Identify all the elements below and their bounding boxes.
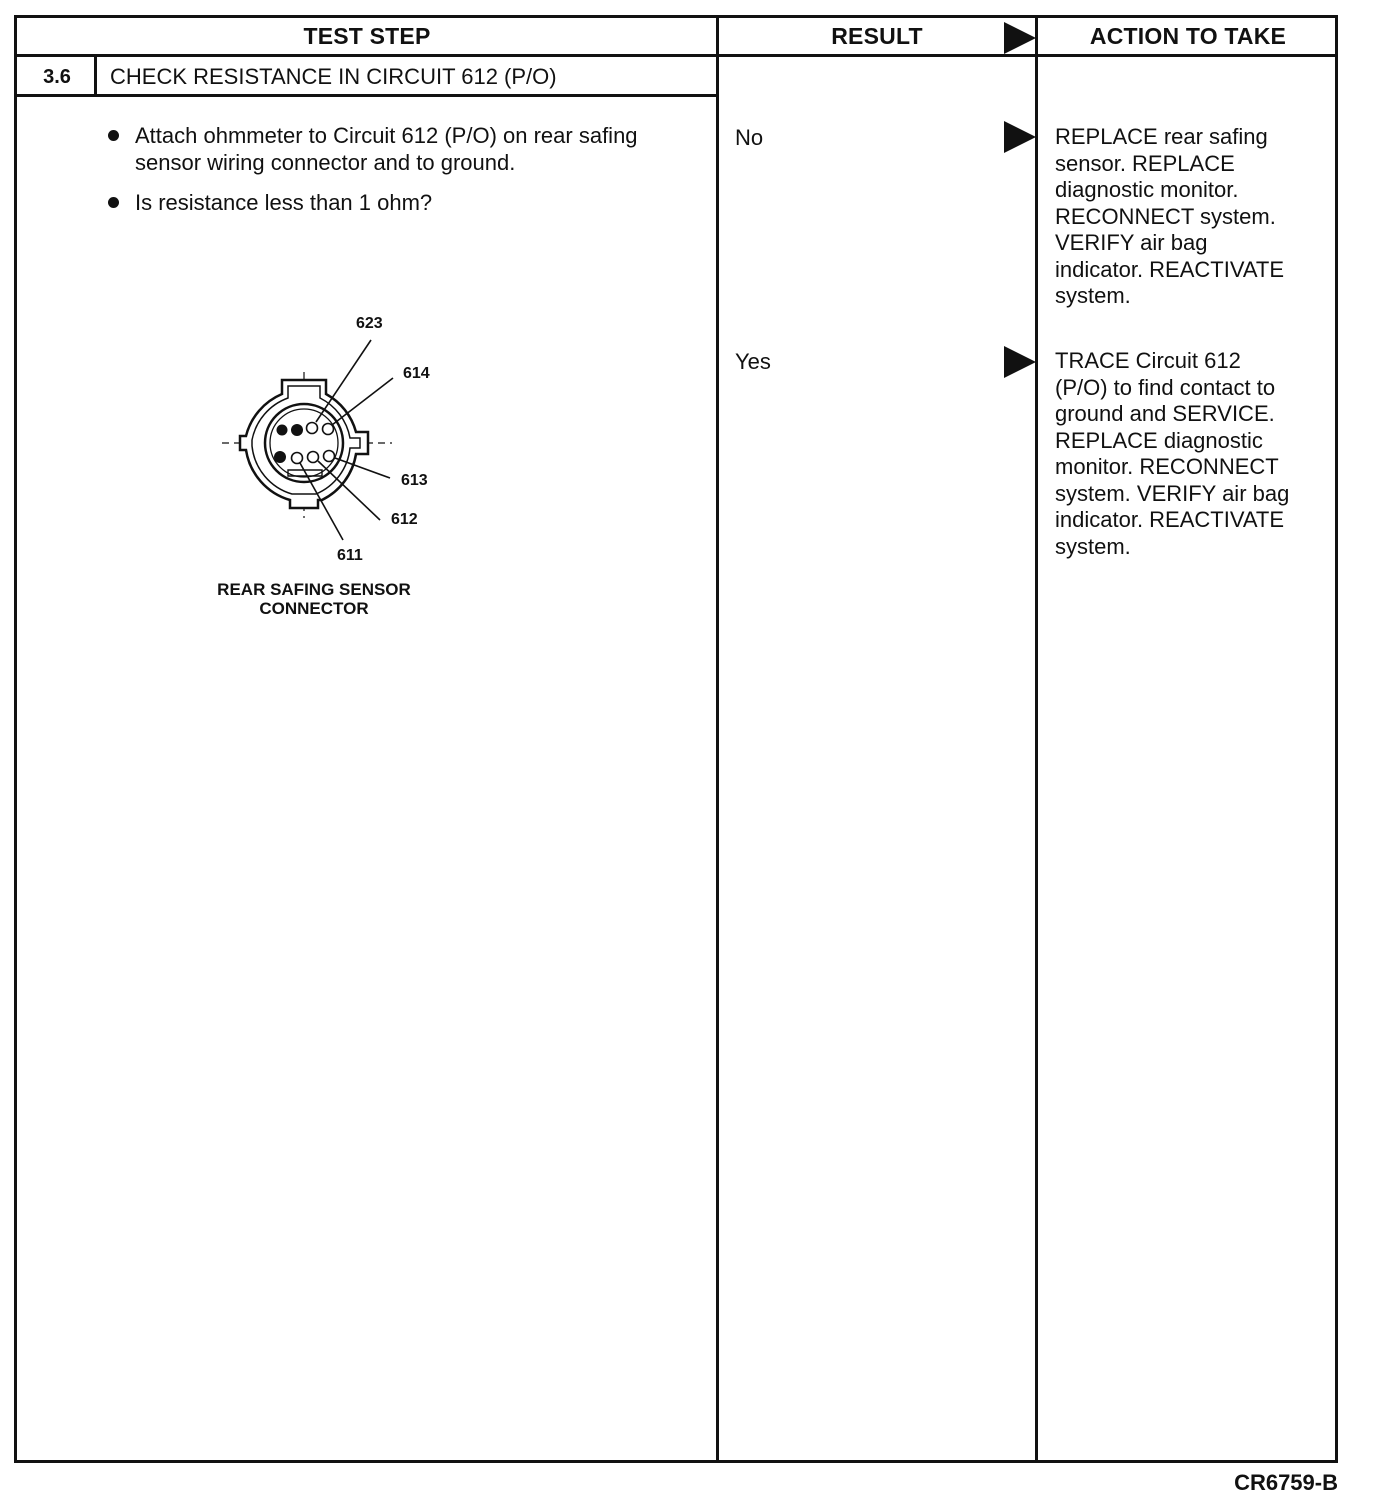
pin-cavity-623 bbox=[307, 423, 318, 434]
instruction-text: Attach ohmmeter to Circuit 612 (P/O) on rear safing sensor wiring connector and to ground. bbox=[135, 123, 638, 175]
pin-label-612: 612 bbox=[391, 511, 418, 528]
bullet-icon bbox=[108, 197, 119, 208]
header-arrow-icon bbox=[1004, 22, 1036, 54]
pin-cavity-filled bbox=[274, 451, 286, 463]
pin-cavity-611 bbox=[292, 453, 303, 464]
header-action: ACTION TO TAKE bbox=[1089, 23, 1287, 49]
step-title-divider bbox=[14, 94, 719, 97]
action-yes: TRACE Circuit 612 (P/O) to find contact to ground and SERVICE. REPLACE diagnostic monitor. RECONNECT system. VERIFY air bag indicator. REACTIVATE system. bbox=[1055, 348, 1290, 559]
pin-cavity-612 bbox=[308, 452, 319, 463]
result-no: No bbox=[735, 125, 764, 150]
column-divider-action bbox=[1035, 15, 1038, 1463]
result-yes: Yes bbox=[735, 349, 771, 374]
column-divider-result bbox=[716, 15, 719, 1463]
step-instructions bbox=[108, 122, 708, 229]
pin-cavity-filled bbox=[291, 424, 303, 436]
pin-cavity-614 bbox=[323, 424, 334, 435]
figure-id: CR6759-B bbox=[1234, 1470, 1338, 1495]
action-no: REPLACE rear safing sensor. REPLACE diagnostic monitor. RECONNECT system. VERIFY air bag indicator. REACTIVATE system. bbox=[1055, 124, 1285, 308]
step-number: 3.6 bbox=[43, 66, 71, 88]
instruction-text: Is resistance less than 1 ohm? bbox=[135, 190, 433, 215]
header-test-step: TEST STEP bbox=[303, 23, 431, 49]
bullet-icon bbox=[108, 130, 119, 141]
result-yes-arrow-icon bbox=[1004, 346, 1036, 378]
step-title: CHECK RESISTANCE IN CIRCUIT 612 (P/O) bbox=[110, 64, 557, 89]
step-number-divider bbox=[94, 55, 97, 96]
diagram-caption: REAR SAFING SENSOR CONNECTOR bbox=[217, 580, 411, 618]
instruction-item bbox=[108, 189, 708, 216]
header-result: RESULT bbox=[831, 23, 923, 49]
pin-cavity-613 bbox=[324, 451, 335, 462]
pin-cavity-filled bbox=[277, 425, 288, 436]
instruction-item bbox=[108, 122, 708, 176]
result-no-arrow-icon bbox=[1004, 121, 1036, 153]
pin-label-613: 613 bbox=[401, 472, 428, 489]
header-divider bbox=[14, 54, 1338, 57]
pin-label-614: 614 bbox=[403, 365, 430, 382]
pin-label-623: 623 bbox=[356, 315, 383, 332]
pin-label-611: 611 bbox=[337, 547, 363, 564]
